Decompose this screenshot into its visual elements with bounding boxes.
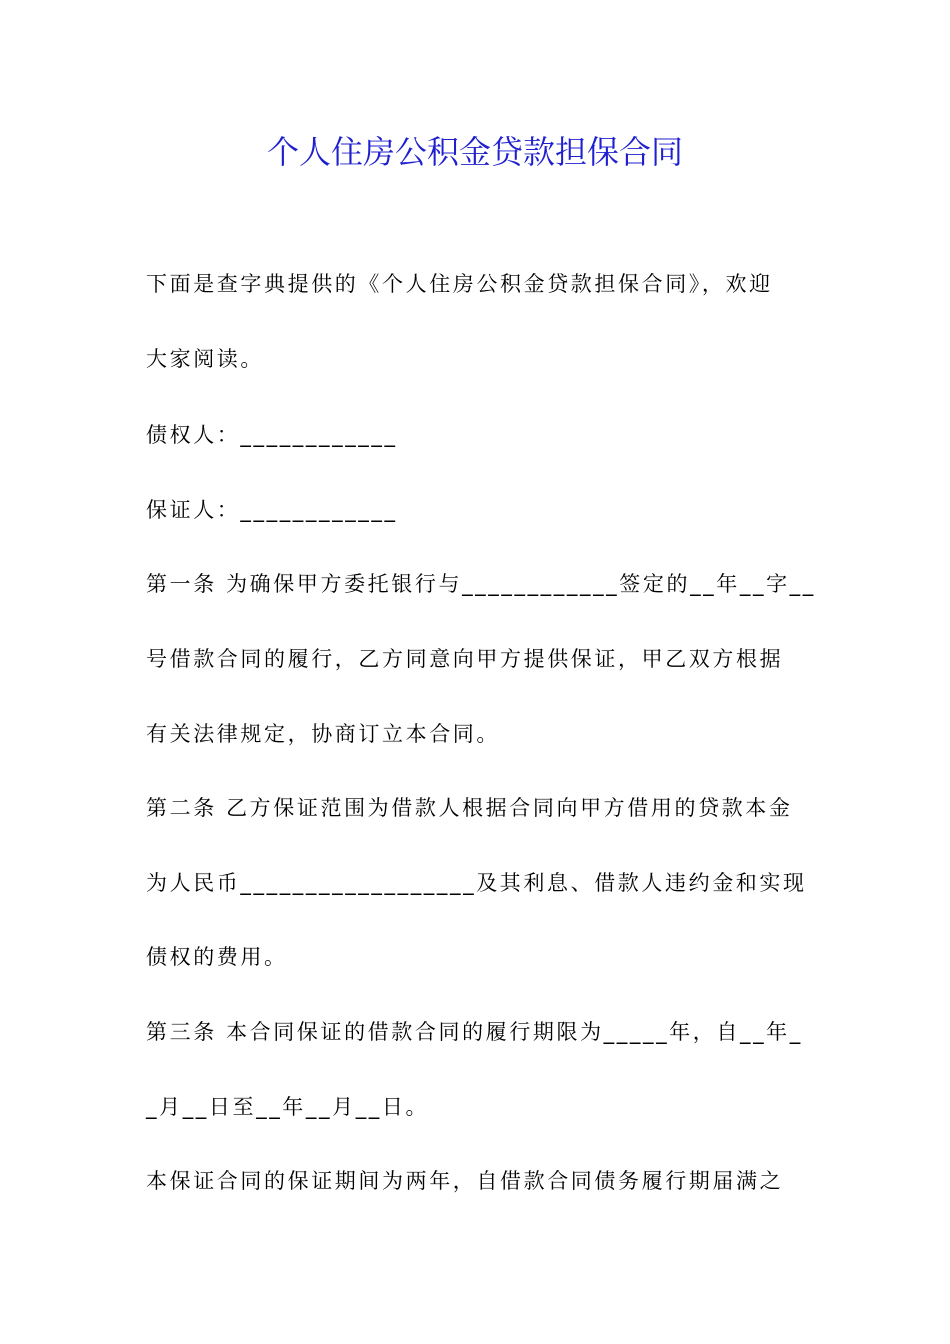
guarantor-line: 保证人：____________ bbox=[146, 498, 398, 522]
guarantee-period-line: 本保证合同的保证期间为两年，自借款合同债务履行期届满之 bbox=[146, 1169, 784, 1193]
article-1-line-3: 有关法律规定，协商订立本合同。 bbox=[146, 722, 500, 746]
article-2-line-1: 第二条 乙方保证范围为借款人根据合同向甲方借用的贷款本金 bbox=[146, 796, 793, 820]
creditor-line: 债权人：____________ bbox=[146, 423, 398, 447]
intro-line-1: 下面是查字典提供的《个人住房公积金贷款担保合同》，欢迎 bbox=[146, 272, 773, 296]
article-3-line-1: 第三条 本合同保证的借款合同的履行期限为_____年，自__年_ bbox=[146, 1020, 803, 1044]
document-title: 个人住房公积金贷款担保合同 bbox=[266, 133, 683, 171]
article-2-line-3: 债权的费用。 bbox=[146, 945, 288, 969]
article-2-line-2: 为人民币__________________及其利息、借款人违约金和实现 bbox=[146, 871, 807, 895]
article-3-line-2: _月__日至__年__月__日。 bbox=[146, 1095, 430, 1119]
intro-line-2: 大家阅读。 bbox=[146, 347, 264, 371]
article-1-line-2: 号借款合同的履行，乙方同意向甲方提供保证，甲乙双方根据 bbox=[146, 647, 784, 671]
article-1-line-1: 第一条 为确保甲方委托银行与____________签定的__年__字__ bbox=[146, 572, 816, 596]
